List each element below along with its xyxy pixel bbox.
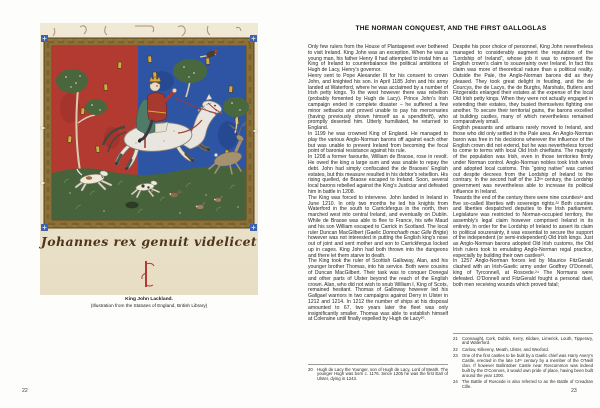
- burrow: [126, 202, 139, 209]
- paragraph: [308, 196, 448, 260]
- footnote-rule: [453, 333, 593, 334]
- footnote: [453, 354, 593, 379]
- footnote-number: 23: [453, 353, 458, 359]
- gaelic-term: Donnchadh mac Gille Brigte: [382, 229, 447, 236]
- footnote: [453, 348, 593, 353]
- footnote-number: 22: [453, 346, 458, 352]
- text-column-right: [453, 45, 593, 288]
- footnote-text: The Battle of Roscede is also referred to as the Battle of Creadran Cille.: [462, 379, 593, 390]
- paragraph: In 1208 a former favourite, William de Braose, rose in revolt. He owed the king a large sum and was unable to repay the debt. John had simply confiscated the de Braoses' English estates, but this measure resulted in his debtor's rebellion. His rising quelled, de Braose escaped to Ireland. Soon, several local barons rebelled against the King's Justiciar and defeated him in battle in 1208.: [308, 154, 448, 195]
- text-column-left: [308, 45, 448, 323]
- miniature-artwork: [40, 23, 258, 295]
- caption-title: King John Lackland.: [125, 297, 173, 302]
- footnote-text: Hugh de Lacy the Younger, son of Hugh de Lacy, Lord of Meath. The younger Hugh was born c. 1176. Since 1205 he was the first Earl of Ulster, dying in 1243.: [317, 366, 448, 382]
- paragraph: Despite his poor choice of personnel, King John nevertheless managed to considerably augment the reputation of the “Lordship of Ireland”, whose job it was to represent the English crown's claim to souzerainty over Ireland. In fact this claim was more of theoretical nature than a political reality. Outside the Pale, the Anglo-Norman barons did as they pleased. They took great delight in feuding, and the de Courcys, the de Lacys, the de Burghs, Marshals, Butlers and Fitzgeralds enlarged their estates at the expense of the local Old Irish petty kings. When they were not actually engaged in extending their estates, they busied themselves fighting one another. To secure their territorial gains, the barons excelled at building castles, many of which nevertheless remained comparatively small.: [453, 44, 593, 126]
- crown: [150, 76, 161, 81]
- paragraph: Henry sent to Pope Alexander III for his consent to crown John, and knighted his son. In April 1185 John and his army landed at Waterford, where he was acclaimed by a number of Irish petty kings. To the west however there was rebellion (probably fomented by Hugh de Lacy). Prince John's Irish campaign ended in complete disaster – he suffered a few minor setbacks and proved unable to pay his mercenaries (having previously shown himself as a spendthrift), who promptly deserted him. Utterly humiliated, he returned to England.: [308, 72, 448, 132]
- illustration-caption: [20, 297, 278, 309]
- chapter-title: THE NORMAN CONQUEST, AND THE FIRST GALLOGLAS: [355, 25, 547, 32]
- footnote-rule: [308, 364, 448, 365]
- caption-source: (Illustration from the Statutes of England, British Library): [90, 302, 208, 308]
- page-number-right: 23: [571, 388, 577, 394]
- footnote: [308, 368, 448, 383]
- tunic: [147, 93, 166, 122]
- footnote-text: Carlow, Kilkenny, Meath, Ulster, and Wexford.: [462, 346, 550, 352]
- footnote-text: Connaught, Cork, Dublin, Kerry, Kildare, Limerick, Louth, Tipperary, and Waterford.: [462, 335, 593, 346]
- paragraph: Towards the end of the century there were nine counties²¹ and five so-called liberties with sovereign rights.²² Both counties and liberties despatched deputies to the Irish parliament. Legislature was restricted to Norman-occupied territory, the assembly's legal claim however comprised Ireland in its entirety. In order for the Lordship of Ireland to assert its claim to political souzerainty, it was essential to secure the support of the independent (or semi-independent) Old Irish kings. Just as Anglo-Norman barons adopted Old Irish customs, the Old Irish rulers took to emulating Anglo-Norman regal practice, especially by building their own castles²³.: [453, 194, 593, 259]
- footnote: [453, 337, 593, 347]
- paragraph: English peasants and artisans rarely moved to Ireland, and those who did only settled in the Pale area. An Anglo-Norman baron was free in his decisions wherever the influence of the English crown did not extend, but he was nevertheless forced to come to terms with local Old Irish chieftains. The majority of the population was Irish, even in those territories firmly under Norman control. Anglo-Norman nobles took Irish wives and adopted local customs. This “going native” was carried out despite decrees from the Lordship of Ireland to the contrary. In the second half of the 13ᵗʰ century, the Lordship government was nevertheless able to increase its political influence in Ireland.: [453, 125, 593, 195]
- paragraph-segment: ) however was not interested in putting the English king's nose out of joint and sent mother and son to Carrickfergus locked up in cages. King John had both thrown into the dungeons and there let them starve to death.: [308, 229, 449, 259]
- illuminated-miniature: [40, 23, 258, 295]
- manuscript-script-line: Johannes rex genuit videlicet: [40, 234, 258, 249]
- footnote-block-left: [308, 364, 448, 384]
- footnote-number: 20: [308, 366, 313, 372]
- footnote-number: 24: [453, 379, 458, 385]
- paragraph-segment: The King was forced to intervene. John landed in Ireland in June 1210. In only two months he led his knights from Waterford in the south to Carrickfergus in the north, then marched west into central Ireland, and eventually on Dublin. While de Braose was able to flee to France, his wife Maud and his son William escaped to Carrick in Scotland. The local ruler Duncan MacGilbert (Gaelic: [308, 194, 448, 236]
- paragraph: The King took the ruler of Scottish Galloway, Alan, and his younger brother Thomas, into his service. Both were cousins of Duncan MacGilbert. Their task was to conquer Donegal and other parts of Ulster beyond the reach of the English crown. Alan, who did not wish to snub William I, King of Scots, remained hesitant. Thomas of Galloway however led his Gallgael warriors in two campaigns against Derry in Ulster in 1212 and 1214. In 1212 the number of ships at his disposal amounted to 67, two years later the fleet was only insignificantly smaller. Thomas was able to establish himself at Coleraine until finally expelled by Hugh de Lacy²⁰.: [308, 258, 448, 323]
- paragraph: In 1257 Anglo-Norman forces led by Maurice FitzGerald clashed with an Irish-Gaelic army under Godfrey O'Donnell, king of Tyrconnell, at Roscede.²⁴ The Normans were defeated. O'Donnell and FitzGerald fought a personal duel, both men receiving wounds which proved fatal;: [453, 258, 593, 288]
- miniature-scene: [52, 46, 249, 220]
- footnote-number: 21: [453, 335, 458, 341]
- footnote-block-right: [453, 333, 593, 392]
- page-number-left: 22: [22, 388, 28, 394]
- paragraph: Only few rulers from the House of Plantagenet ever bothered to visit Ireland. King John was an exception. When he was a young man, his father Henry II had attempted to instal him as King of Ireland to counterbalance the political ambitions of Hugh de Lacy, Henry's governor.: [308, 44, 448, 74]
- footnote-text: One of the first castles to be built by a Gaelic chief was Harry Avery's Castle, erected in the late 14ᵗʰ century by a member of the O'Neill clan. If however Ballintober Castle near Roscommon was indeed built by the O'Connors, it would own pride of place, having been built around the year 1300.: [462, 353, 593, 378]
- paragraph: In 1199 he was crowned King of England. He managed to play the various Anglo-Norman barons off against each other but was unable to prevent Ireland from becoming the focal point of baronial resistance against his rule.: [308, 130, 448, 155]
